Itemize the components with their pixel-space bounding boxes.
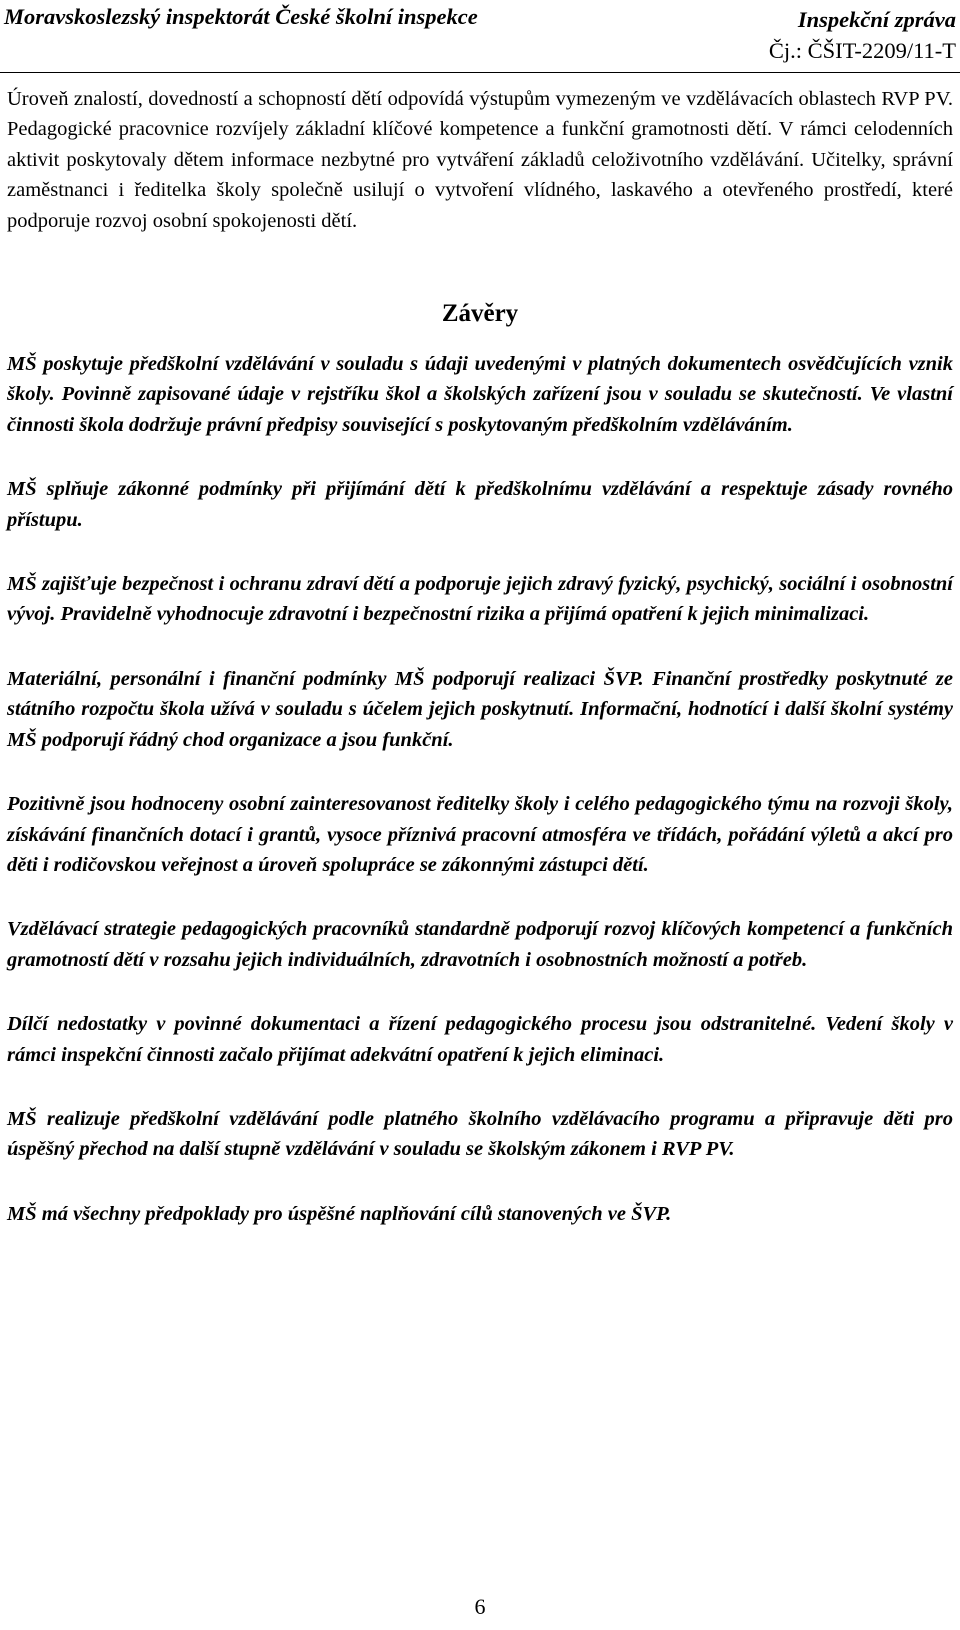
conclusion-paragraph: Pozitivně jsou hodnoceny osobní zainteresovanost ředitelky školy i celého pedagogického týmu na rozvoji školy, získávání finančních dotací i grantů, vysoce příznivá pracovní atmosféra ve třídách, pořádání výletů a akcí pro děti i rodičovskou veřejnost a úroveň spolupráce se zákonnými zástupci dětí. [7, 793, 953, 876]
conclusion-paragraph: MŠ zajišťuje bezpečnost i ochranu zdraví dětí a podporuje jejich zdravý fyzický, psychický, sociální i osobnostní vývoj. Pravidelně vyhodnocuje zdravotní i bezpečnostní rizika a přijímá opatření k jejich minimalizaci. [7, 573, 953, 626]
inspectorate-name: Moravskoslezský inspektorát České školní inspekce [4, 4, 478, 29]
document-body [7, 84, 953, 1229]
intro-paragraph: Úroveň znalostí, dovedností a schopností dětí odpovídá výstupům vymezeným ve vzdělávacích oblastech RVP PV. Pedagogické pracovnice rozvíjely základní klíčové kompetence a funkční gramotnosti dětí. V rámci celodenních aktivit poskytovaly dětem informace nezbytné pro vytváření základů celoživotního vzdělávání. Učitelky, správní zaměstnanci i ředitelka školy společně usilují o vytvoření vlídného, laskavého a otevřeného prostředí, které podporuje rozvoj osobní spokojenosti dětí. [7, 88, 953, 232]
conclusion-paragraph: MŠ realizuje předškolní vzdělávání podle platného školního vzdělávacího programu a připravuje děti pro úspěšný přechod na další stupně vzdělávání v souladu se školským zákonem i RVP PV. [7, 1107, 953, 1161]
reference-number: Čj.: ČŠIT-2209/11-T [768, 38, 956, 63]
section-heading: Závěry [441, 300, 519, 328]
conclusion-paragraph: MŠ splňuje zákonné podmínky při přijímání dětí k předškolnímu vzdělávání a respektuje zásady rovného přístupu. [7, 478, 953, 531]
report-title: Inspekční zpráva [797, 7, 956, 32]
conclusion-paragraph: Vzdělávací strategie pedagogických pracovníků standardně podporují rozvoj klíčových kompetencí a funkčních gramotností dětí v rozsahu jejich individuálních, zdravotních i osobnostních možností a potřeb. [7, 918, 953, 971]
page-number: 6 [474, 1594, 486, 1619]
conclusion-paragraph: Materiální, personální i finanční podmínky MŠ podporují realizaci ŠVP. Finanční prostředky poskytnuté ze státního rozpočtu škola užívá v souladu s účelem jejich poskytnutí. Informační, hodnotící i další školní systémy MŠ podporují řádný chod organizace a jsou funkční. [7, 667, 953, 751]
conclusion-paragraph: MŠ má všechny předpoklady pro úspěšné naplňování cílů stanovených ve ŠVP. [7, 1202, 672, 1225]
conclusion-paragraph: MŠ poskytuje předškolní vzdělávání v souladu s údaji uvedenými v platných dokumentech osvědčujících vznik školy. Povinně zapisované údaje v rejstříku škol a školských zařízení jsou v souladu se skutečností. Ve vlastní činnosti škola dodržuje právní předpisy související s poskytovaným předškolním vzděláváním. [7, 353, 953, 436]
conclusion-paragraph: Dílčí nedostatky v povinné dokumentaci a řízení pedagogického procesu jsou odstranitelné. Vedení školy v rámci inspekční činnosti začalo přijímat adekvátní opatření k jejich eliminaci. [7, 1013, 953, 1066]
report-info [769, 4, 956, 66]
page-header [0, 0, 960, 73]
